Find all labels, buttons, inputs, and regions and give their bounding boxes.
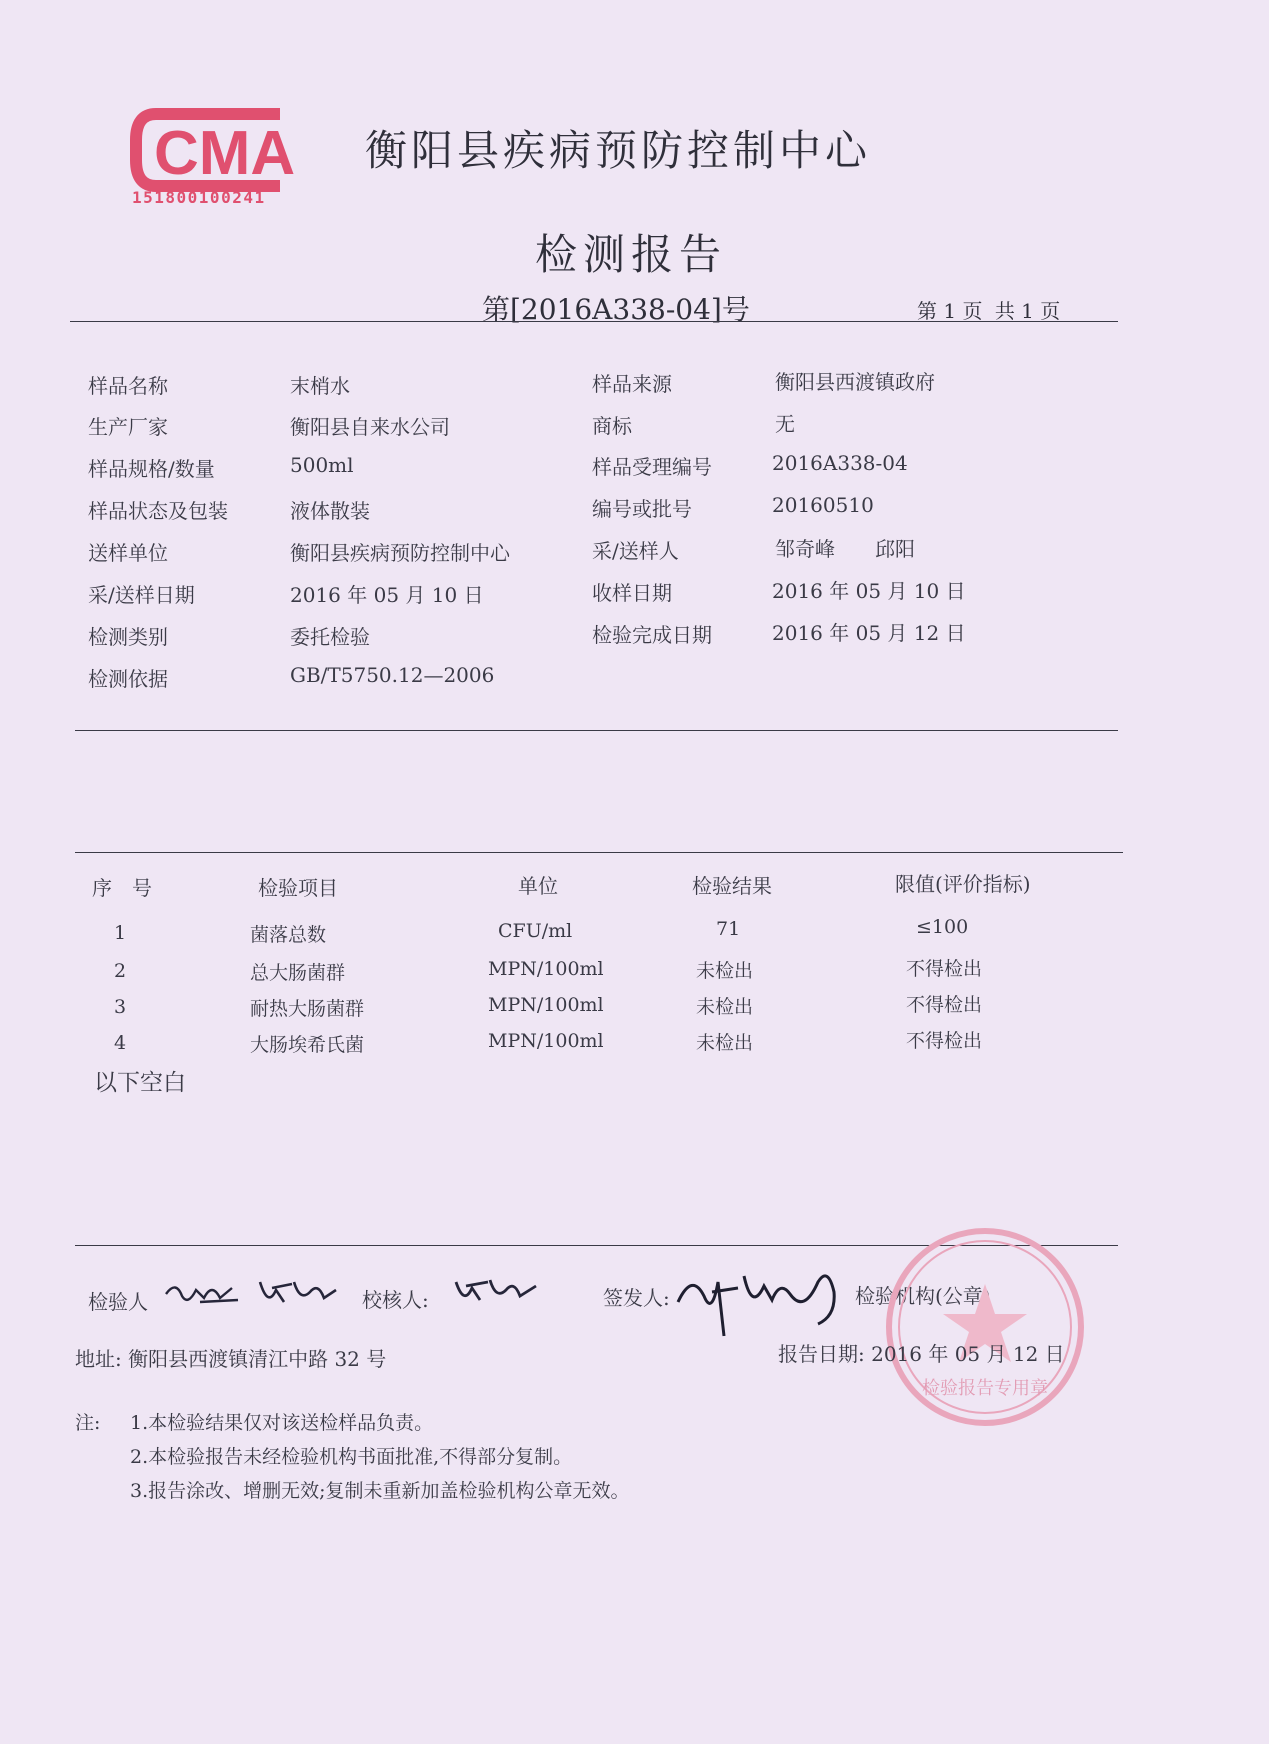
info-value: 2016 年 05 月 10 日 (290, 583, 484, 607)
address: 地址: 衡阳县西渡镇清江中路 32 号 (75, 1347, 387, 1371)
info-value: 2016 年 05 月 12 日 (772, 621, 966, 645)
cma-code: 151800100241 (132, 188, 266, 207)
table-cell-item: 大肠埃希氏菌 (250, 1034, 365, 1056)
info-value: GB/T5750.12—2006 (290, 663, 495, 687)
info-value: 500ml (290, 453, 354, 477)
note-item: 3.报告涂改、增删无效;复制未重新加盖检验机构公章无效。 (130, 1480, 630, 1502)
issuer-label: 签发人: (603, 1286, 670, 1310)
table-cell-item: 耐热大肠菌群 (250, 998, 365, 1020)
table-cell-unit: CFU/ml (498, 920, 573, 942)
col-header-result: 检验结果 (692, 874, 772, 898)
table-cell-limit: ≤100 (916, 916, 969, 938)
info-label: 商标 (592, 414, 632, 438)
info-label: 样品状态及包装 (88, 499, 228, 523)
table-cell-result: 未检出 (696, 996, 754, 1018)
info-label: 采/送样日期 (88, 583, 195, 607)
info-value: 20160510 (772, 493, 874, 517)
reviewer-label: 校核人: (362, 1288, 429, 1312)
info-label: 生产厂家 (88, 415, 168, 439)
info-label: 检测类别 (88, 625, 168, 649)
info-value: 无 (775, 412, 795, 436)
page-info (917, 295, 1066, 324)
info-label: 样品名称 (88, 374, 168, 398)
col-header-limit: 限值(评价指标) (895, 872, 1031, 896)
table-cell-no: 1 (114, 922, 127, 944)
info-value: 衡阳县西渡镇政府 (775, 370, 935, 394)
info-value: 邹奇峰 邱阳 (775, 537, 915, 561)
col-header-no: 序 号 (92, 876, 152, 900)
seal-text: 检验报告专用章 (922, 1378, 1048, 1399)
info-value: 末梢水 (290, 374, 350, 398)
table-cell-unit: MPN/100ml (488, 994, 604, 1016)
info-label: 收样日期 (592, 581, 672, 605)
page-current: 第 1 页 (917, 299, 983, 323)
blank-note: 以下空白 (94, 1070, 186, 1096)
info-label: 样品受理编号 (592, 455, 712, 479)
info-value: 2016 年 05 月 10 日 (772, 579, 966, 603)
info-label: 检测依据 (88, 667, 168, 691)
official-seal (880, 1222, 1090, 1432)
info-label: 样品来源 (592, 372, 672, 396)
note-item: 2.本检验报告未经检验机构书面批准,不得部分复制。 (130, 1446, 573, 1468)
info-value: 衡阳县自来水公司 (290, 415, 450, 439)
info-divider (75, 730, 1118, 731)
report-number: 第[2016A338-04]号 (482, 293, 750, 326)
table-cell-result: 未检出 (696, 960, 754, 982)
info-label: 送样单位 (88, 541, 168, 565)
table-cell-limit: 不得检出 (906, 994, 983, 1016)
table-cell-item: 总大肠菌群 (250, 962, 346, 984)
info-label: 样品规格/数量 (88, 457, 215, 481)
table-cell-no: 2 (114, 960, 127, 982)
inspector-label: 检验人 (88, 1290, 148, 1314)
table-cell-no: 4 (114, 1032, 127, 1054)
info-value: 委托检验 (290, 625, 370, 649)
info-value: 2016A338-04 (772, 451, 908, 475)
table-cell-limit: 不得检出 (906, 1030, 983, 1052)
table-cell-no: 3 (114, 996, 127, 1018)
report-date: 报告日期: 2016 年 05 月 12 日 (778, 1342, 1065, 1366)
org-name: 衡阳县疾病预防控制中心 (365, 126, 872, 175)
page-edge (1269, 0, 1275, 1744)
col-header-item: 检验项目 (258, 876, 338, 900)
header-rule (70, 321, 1118, 322)
info-label: 检验完成日期 (592, 623, 712, 647)
info-label: 采/送样人 (592, 539, 679, 563)
table-cell-unit: MPN/100ml (488, 1030, 604, 1052)
table-top-rule (75, 852, 1123, 853)
table-cell-item: 菌落总数 (250, 924, 327, 946)
report-title: 检测报告 (535, 230, 728, 279)
institution-label: 检验机构(公章) (855, 1284, 991, 1308)
col-header-unit: 单位 (518, 874, 558, 898)
note-item: 1.本检验结果仅对该送检样品负责。 (130, 1412, 434, 1434)
reviewer-signature (450, 1268, 550, 1312)
table-cell-result: 未检出 (696, 1032, 754, 1054)
info-value: 液体散装 (290, 499, 370, 523)
info-value: 衡阳县疾病预防控制中心 (290, 541, 510, 565)
cma-logo-text: CMA (154, 119, 296, 188)
table-cell-unit: MPN/100ml (488, 958, 604, 980)
table-cell-limit: 不得检出 (906, 958, 983, 980)
issuer-signature (668, 1252, 848, 1342)
info-label: 编号或批号 (592, 497, 692, 521)
page-total: 共 1 页 (994, 299, 1061, 323)
table-cell-result: 71 (716, 918, 741, 940)
notes-label: 注: (75, 1412, 101, 1434)
